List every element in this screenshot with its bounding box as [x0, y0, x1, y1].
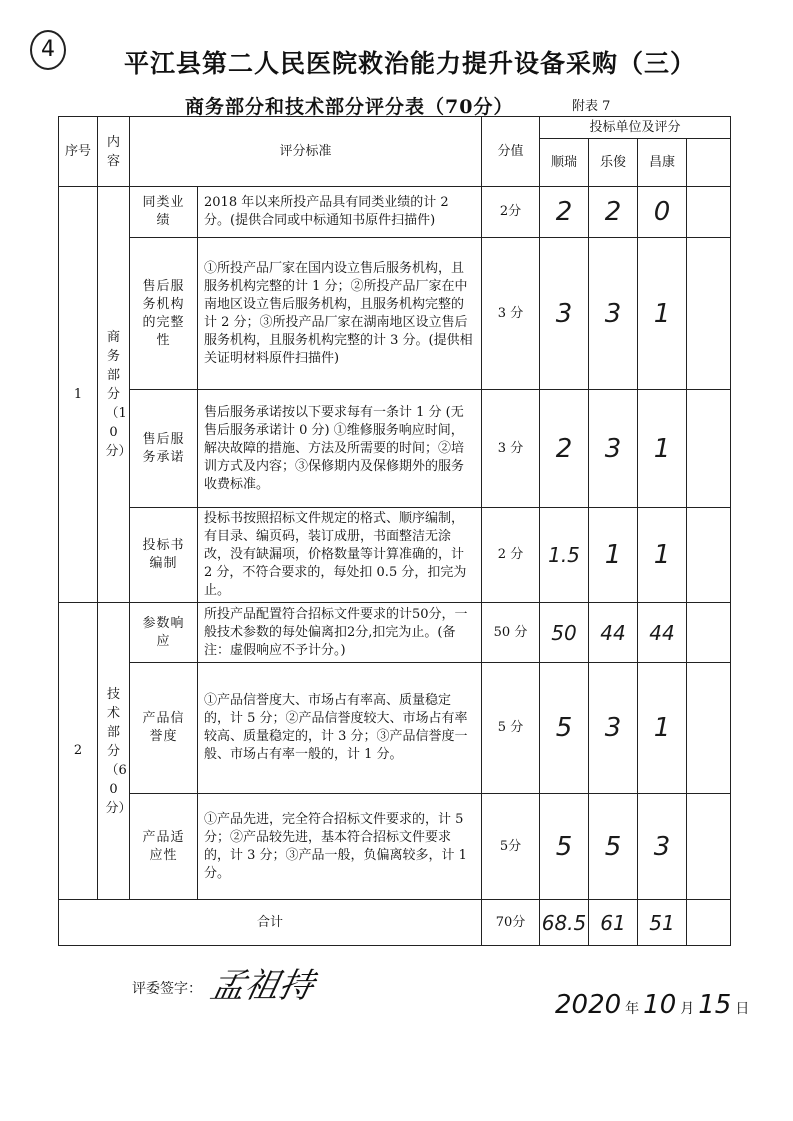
date: [555, 990, 749, 1020]
bidder-mark: 0: [638, 187, 687, 238]
bidder-mark: 1.5: [540, 508, 589, 603]
bidder-mark: 2: [540, 187, 589, 238]
header-bidder: 乐俊: [589, 139, 638, 187]
bidder-mark: 1: [589, 508, 638, 603]
date-year: 2020: [555, 990, 622, 1020]
bidder-mark: 3: [589, 390, 638, 508]
table-row: [59, 663, 731, 794]
total-mark: 68.5: [540, 900, 589, 946]
bidder-mark: 44: [589, 603, 638, 663]
criteria-text: ①产品信誉度大、市场占有率高、质量稳定的，计 5 分；②产品信誉度较大、市场占有率较高、质量稳定的，计 3 分；③产品信誉度一般、市场占有率一般的，计 1 分。: [198, 663, 482, 794]
header-seq: 序号: [59, 117, 98, 187]
bidder-mark: 3: [589, 238, 638, 390]
empty-cell: [687, 663, 731, 794]
item-name: 产品适应性: [130, 794, 198, 900]
score-value: 3 分: [482, 238, 540, 390]
criteria-text: 售后服务承诺按以下要求每有一条计 1 分 (无售后服务承诺计 0 分) ①维修服务响应时间，解决故障的措施、方法及所需要的时间；②培训方式及内容；③保修期内及保修期外的服务收费标准。: [198, 390, 482, 508]
score-value: 2 分: [482, 508, 540, 603]
bidder-mark: 5: [589, 794, 638, 900]
item-name: 同类业绩: [130, 187, 198, 238]
item-name: 产品信誉度: [130, 663, 198, 794]
document-title: 平江县第二人民医院救治能力提升设备采购（三）: [123, 49, 696, 78]
criteria-text: 所投产品配置符合招标文件要求的计50分，一般技术参数的每处偏离扣2分,扣完为止。(备注：虚假响应不予计分。): [198, 603, 482, 663]
bidder-mark: 1: [638, 508, 687, 603]
header-bidder: 顺瑞: [540, 139, 589, 187]
empty-cell: [687, 508, 731, 603]
bidder-mark: 3: [540, 238, 589, 390]
total-row: [59, 900, 731, 946]
signature-label: 评委签字：: [132, 981, 202, 997]
bidder-mark: 1: [638, 238, 687, 390]
item-name: 参数响应: [130, 603, 198, 663]
score-value: 3 分: [482, 390, 540, 508]
bidder-mark: 1: [638, 390, 687, 508]
empty-cell: [687, 794, 731, 900]
attachment-label: 附表 7: [572, 99, 611, 114]
total-mark: 61: [589, 900, 638, 946]
header-bidders-group: 投标单位及评分: [540, 117, 731, 139]
bidder-mark: 2: [540, 390, 589, 508]
total-label: 合计: [59, 900, 482, 946]
section-name: 技术部分（60分）: [98, 603, 130, 900]
criteria-text: ①所投产品厂家在国内设立售后服务机构，且服务机构完整的计 1 分；②所投产品厂家在中南地区设立售后服务机构，且服务机构完整的计 2 分；③所投产品厂家在湖南地区设立售后服务机构，且服务机构完整的计 3 分。(提供相关证明材料原件扫描件): [198, 238, 482, 390]
page-number-mark: 4: [30, 30, 66, 70]
date-day-unit: 日: [735, 1001, 750, 1017]
criteria-text: 2018 年以来所投产品具有同类业绩的计 2 分。(提供合同或中标通知书原件扫描件): [198, 187, 482, 238]
header-content: 内容: [98, 117, 130, 187]
total-mark: 51: [638, 900, 687, 946]
criteria-text: ①产品先进，完全符合招标文件要求的，计 5 分；②产品较先进，基本符合招标文件要求的，计 3 分；③产品一般，负偏离较多，计 1 分。: [198, 794, 482, 900]
item-name: 投标书编制: [130, 508, 198, 603]
empty-cell: [687, 603, 731, 663]
table-row: [59, 508, 731, 603]
bidder-mark: 44: [638, 603, 687, 663]
scoring-table: [58, 116, 731, 946]
bidder-mark: 3: [638, 794, 687, 900]
date-day: 15: [698, 990, 732, 1020]
bidder-mark: 1: [638, 663, 687, 794]
bidder-mark: 5: [540, 663, 589, 794]
item-name: 售后服务机构的完整性: [130, 238, 198, 390]
score-value: 5分: [482, 794, 540, 900]
empty-cell: [687, 900, 731, 946]
header-bidder: 昌康: [638, 139, 687, 187]
header-bidder-empty: [687, 139, 731, 187]
table-row: [59, 603, 731, 663]
score-value: 50 分: [482, 603, 540, 663]
score-value: 5 分: [482, 663, 540, 794]
header-criteria: 评分标准: [130, 117, 482, 187]
section-seq: 2: [59, 603, 98, 900]
date-month: 10: [643, 990, 677, 1020]
empty-cell: [687, 238, 731, 390]
table-row: [59, 238, 731, 390]
section-name: 商务部分（10分）: [98, 187, 130, 603]
score-value: 2分: [482, 187, 540, 238]
section-seq: 1: [59, 187, 98, 603]
header-score: 分值: [482, 117, 540, 187]
bidder-mark: 2: [589, 187, 638, 238]
table-row: [59, 794, 731, 900]
bidder-mark: 50: [540, 603, 589, 663]
bidder-mark: 3: [589, 663, 638, 794]
empty-cell: [687, 390, 731, 508]
criteria-text: 投标书按照招标文件规定的格式、顺序编制，有目录、编页码，装订成册，书面整洁无涂改，没有缺漏项，价格数量等计算准确的，计 2 分，不符合要求的，每处扣 0.5 分，扣完为止。: [198, 508, 482, 603]
empty-cell: [687, 187, 731, 238]
table-subtitle: 商务部分和技术部分评分表（70分）: [185, 96, 514, 118]
bidder-mark: 5: [540, 794, 589, 900]
item-name: 售后服务承诺: [130, 390, 198, 508]
date-month-unit: 月: [680, 1001, 695, 1017]
table-row: [59, 187, 731, 238]
table-row: [59, 390, 731, 508]
total-score: 70分: [482, 900, 540, 946]
date-year-unit: 年: [625, 1001, 640, 1017]
handwritten-signature: 孟祖持: [207, 966, 318, 1006]
